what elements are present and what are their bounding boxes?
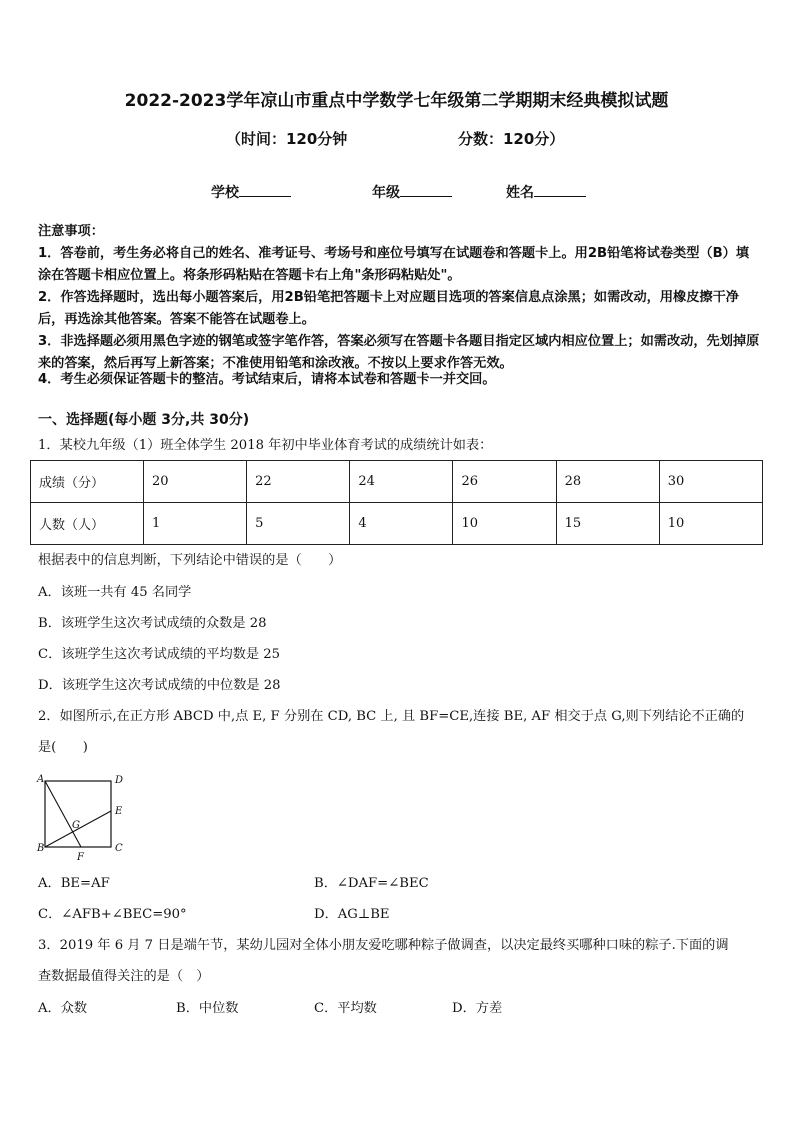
grade-field bbox=[372, 182, 452, 202]
q2-option-d: D．AG⊥BE bbox=[314, 907, 390, 922]
table-cell: 5 bbox=[247, 503, 350, 545]
table-row bbox=[31, 461, 763, 503]
grade-blank bbox=[400, 182, 452, 197]
table-row-label: 人数（人） bbox=[31, 503, 144, 545]
table-cell: 22 bbox=[247, 461, 350, 503]
notice-item-2: 2．作答选择题时，选出每小题答案后，用2B铅笔把答题卡上对应题目选项的答案信息点涂黑；如需改动，用橡皮擦干净后，再选涂其他答案。答案不能答在试题卷上。 bbox=[38, 290, 739, 327]
table-row bbox=[31, 503, 763, 545]
table-cell: 26 bbox=[453, 461, 556, 503]
name-field bbox=[506, 182, 586, 202]
label-b: B bbox=[37, 843, 45, 854]
label-e: E bbox=[115, 806, 123, 817]
label-a: A bbox=[37, 774, 45, 785]
table-cell: 30 bbox=[659, 461, 762, 503]
label-f: F bbox=[77, 852, 84, 863]
square-figure bbox=[34, 772, 134, 864]
name-blank bbox=[534, 182, 586, 197]
q2-stem-line2: 是( ) bbox=[38, 740, 88, 755]
school-label: 学校 bbox=[211, 185, 239, 201]
table-cell: 10 bbox=[453, 503, 556, 545]
school-blank bbox=[239, 182, 291, 197]
q1-option-b: B．该班学生这次考试成绩的众数是 28 bbox=[38, 616, 267, 631]
notice-item-3: 3．非选择题必须用黑色字迹的钢笔或签字笔作答，答案必须写在答题卡各题目指定区域内相应位置上；如需改动，先划掉原来的答案，然后再写上新答案；不准使用铅笔和涂改液。不按以上要求作答无效。 bbox=[38, 334, 760, 371]
notice-heading: 注意事项： bbox=[38, 224, 104, 239]
notice-item-4: 4．考生必须保证答题卡的整洁。考试结束后，请将本试卷和答题卡一并交回。 bbox=[38, 372, 496, 387]
q2-option-b: B．∠DAF=∠BEC bbox=[314, 876, 429, 891]
q3-option-a: A．众数 bbox=[38, 1001, 88, 1016]
q1-question: 根据表中的信息判断，下列结论中错误的是（ ） bbox=[38, 553, 342, 568]
q3-option-d: D．方差 bbox=[452, 1001, 503, 1016]
school-field bbox=[211, 182, 291, 202]
q3-stem-line1: 3．2019 年 6 月 7 日是端午节，某幼儿园对全体小朋友爱吃哪种粽子做调查，以决定最终买哪种口味的粽子.下面的调 bbox=[38, 938, 729, 953]
notice-item-1: 1．答卷前，考生务必将自己的姓名、准考证号、考场号和座位号填写在试题卷和答题卡上。用2B铅笔将试卷类型（B）填涂在答题卡相应位置上。将条形码粘贴在答题卡右上角"条形码粘贴处"。 bbox=[38, 246, 750, 283]
table-cell: 20 bbox=[144, 461, 247, 503]
exam-time: （时间：120分钟 bbox=[226, 130, 348, 148]
q2-option-c: C．∠AFB+∠BEC=90° bbox=[38, 907, 187, 922]
label-d: D bbox=[115, 775, 124, 786]
grade-label: 年级 bbox=[372, 185, 400, 201]
square-abcd bbox=[45, 781, 111, 847]
q2-stem-line1: 2．如图所示,在正方形 ABCD 中,点 E, F 分别在 CD, BC 上, 且 BF=CE,连接 BE, AF 相交于点 G,则下列结论不正确的 bbox=[38, 709, 745, 724]
q2-option-a: A．BE=AF bbox=[38, 876, 110, 891]
q3-option-b: B．中位数 bbox=[176, 1001, 239, 1016]
table-cell: 15 bbox=[556, 503, 659, 545]
label-c: C bbox=[115, 843, 123, 854]
score-table bbox=[30, 460, 763, 545]
table-cell: 28 bbox=[556, 461, 659, 503]
table-cell: 1 bbox=[144, 503, 247, 545]
q3-option-c: C．平均数 bbox=[314, 1001, 377, 1016]
q3-stem-line2: 查数据最值得关注的是（ ） bbox=[38, 969, 210, 984]
table-cell: 10 bbox=[659, 503, 762, 545]
q1-option-a: A．该班一共有 45 名同学 bbox=[38, 585, 192, 600]
table-cell: 4 bbox=[350, 503, 453, 545]
label-g: G bbox=[72, 820, 80, 831]
q1-option-c: C．该班学生这次考试成绩的平均数是 25 bbox=[38, 647, 281, 662]
q1-stem: 1．某校九年级（1）班全体学生 2018 年初中毕业体育考试的成绩统计如表： bbox=[38, 438, 493, 453]
section-title: 一、选择题(每小题 3分,共 30分) bbox=[38, 412, 250, 428]
table-row-label: 成绩（分） bbox=[31, 461, 144, 503]
q1-option-d: D．该班学生这次考试成绩的中位数是 28 bbox=[38, 678, 281, 693]
table-cell: 24 bbox=[350, 461, 453, 503]
name-label: 姓名 bbox=[506, 185, 534, 201]
exam-score: 分数：120分） bbox=[458, 130, 565, 148]
exam-title: 2022-2023学年凉山市重点中学数学七年级第二学期期末经典模拟试题 bbox=[124, 91, 669, 111]
